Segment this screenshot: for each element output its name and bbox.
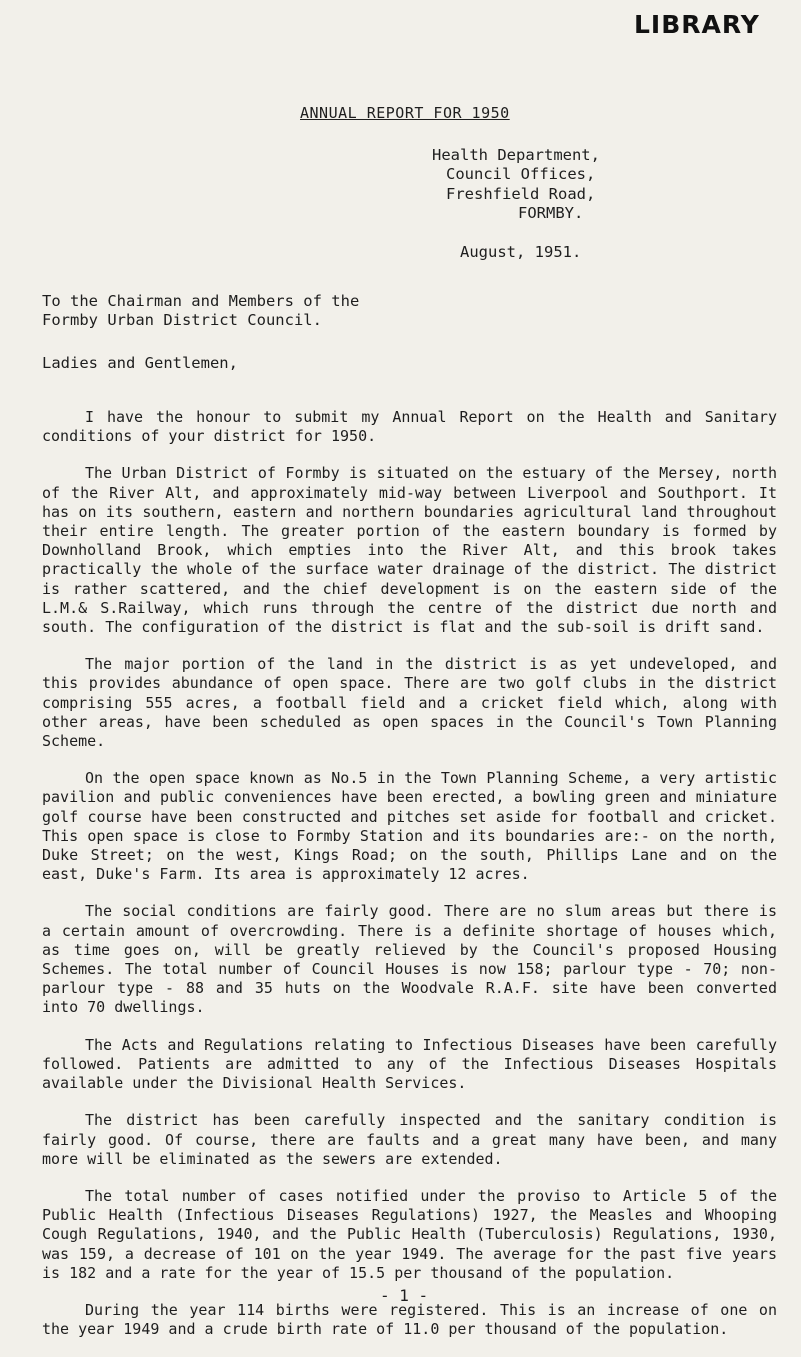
report-body [42,408,777,1357]
address-line: Health Department, [432,146,600,164]
paragraph: The district has been carefully inspected and the sanitary condition is fairly good. Of course, there are faults and a great many have been, and many more will be eliminated as the sewers are extended. [42,1111,777,1168]
library-stamp: LIBRARY [634,10,760,39]
paragraph: The Acts and Regulations relating to Infectious Diseases have been carefully followed. Patients are admitted to any of the Infectious Diseases Hospitals available under the Divisional Health Services. [42,1035,777,1093]
paragraph: During the year 114 births were registered. This is an increase of one on the year 1949 and a crude birth rate of 11.0 per thousand of the population. [42,1300,777,1339]
paragraph: The Urban District of Formby is situated on the estuary of the Mersey, north of the River Alt, and approximately mid-way between Liverpool and Southport. It has on its southern, eastern and northern boundaries agricultural land throughout their entire length. The greater portion of the eastern boundary is formed by Downholland Brook, which empties into the River Alt, and this brook takes practically the whole of the surface water drainage of the district. The district is rather scattered, and the chief development is on the eastern side of the L.M.& S.Railway, which runs through the centre of the district due north and south. The configuration of the district is flat and the sub-soil is drift sand. [42,464,777,637]
sender-address [432,146,600,224]
addressee-line: Formby Urban District Council. [42,311,322,330]
paragraph: I have the honour to submit my Annual Report on the Health and Sanitary conditions of your district for 1950. [42,408,777,446]
address-line: Freshfield Road, [446,184,596,203]
addressee [42,292,359,331]
letter-date: August, 1951. [460,243,582,261]
paragraph: The social conditions are fairly good. There are no slum areas but there is a certain amount of overcrowding. There is a definite shortage of houses which, as time goes on, will be greatly relieved by the Council's proposed Housing Schemes. The total number of Council Houses is now 158; parlour type - 70; non-parlour type - 88 and 35 huts on the Woodvale R.A.F. site have been converted into 70 dwellings. [42,902,777,1017]
paragraph: The total number of cases notified under the proviso to Article 5 of the Public Health (Infectious Diseases Regulations) 1927, the Measles and Whooping Cough Regulations, 1940, and the Public Health (Tuberculosis) Regulations, 1930, was 159, a decrease of 101 on the year 1949. The average for the past five years is 182 and a rate for the year of 15.5 per thousand of the population. [42,1186,777,1282]
greeting: Ladies and Gentlemen, [42,354,238,372]
address-line: Council Offices, [446,165,596,184]
report-title: ANNUAL REPORT FOR 1950 [300,104,510,122]
paragraph: On the open space known as No.5 in the Town Planning Scheme, a very artistic pavilion and public conveniences have been erected, a bowling green and miniature golf course have been constructed and pitches set aside for football and cricket. This open space is close to Formby Station and its boundaries are:- on the north, Duke Street; on the west, Kings Road; on the south, Phillips Lane and on the east, Duke's Farm. Its area is approximately 12 acres. [42,769,777,884]
addressee-line: To the Chairman and Members of the [42,292,360,310]
paragraph: The major portion of the land in the district is as yet undeveloped, and this provides abundance of open space. There are two golf clubs in the district comprising 555 acres, a football field and a cricket field which, along with other areas, have been scheduled as open spaces in the Council's Town Planning Scheme. [42,655,777,751]
page-number: - 1 - [380,1286,429,1305]
address-line: FORMBY. [518,204,584,223]
